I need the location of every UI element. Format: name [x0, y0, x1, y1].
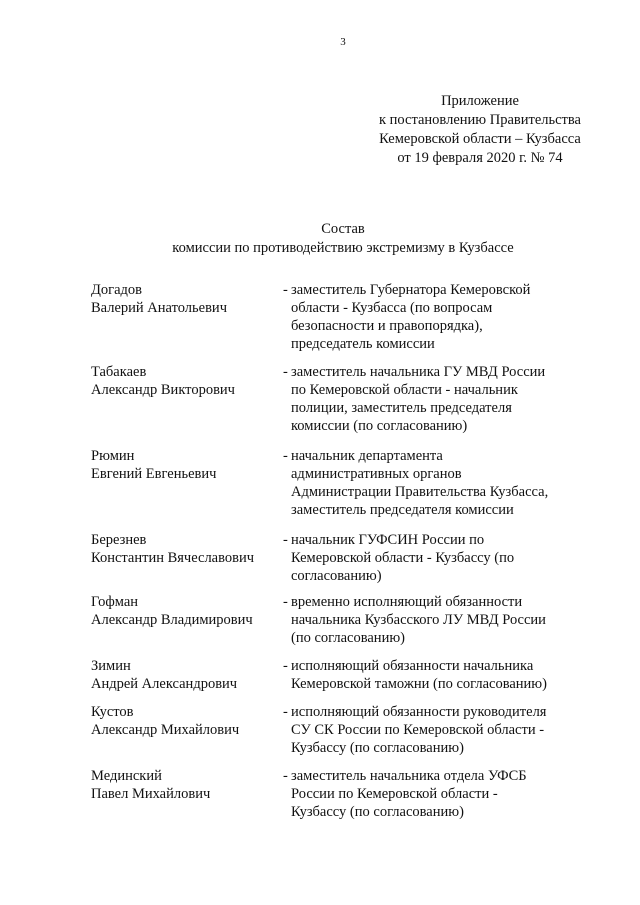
role-line: СУ СК России по Кемеровской области -	[291, 722, 545, 738]
member-name	[91, 703, 281, 739]
role-line: области - Кузбасса (по вопросам	[291, 300, 493, 316]
title-line: комиссии по противодействию экстремизму в Кузбассе	[172, 240, 514, 256]
role-line: административных органов	[291, 466, 462, 482]
member-given-name: Павел Михайлович	[91, 786, 211, 802]
member-role	[291, 531, 591, 585]
member-row	[0, 531, 640, 593]
role-line: начальник департамента	[291, 448, 443, 464]
member-role	[291, 657, 591, 693]
role-line: заместитель председателя комиссии	[291, 502, 514, 518]
role-line: полиции, заместитель председателя	[291, 400, 512, 416]
role-line: Администрации Правительства Кузбасса,	[291, 484, 549, 500]
role-line: согласованию)	[291, 568, 382, 584]
role-line: Кемеровской таможни (по согласованию)	[291, 676, 547, 692]
dash-separator: -	[283, 282, 288, 298]
member-role	[291, 593, 591, 647]
role-line: председатель комиссии	[291, 336, 435, 352]
appendix-line: Приложение	[441, 93, 519, 109]
member-surname: Мединский	[91, 768, 162, 784]
dash-separator: -	[283, 532, 288, 548]
member-row	[0, 363, 640, 447]
role-line: безопасности и правопорядка),	[291, 318, 483, 334]
member-name	[91, 593, 281, 629]
member-name	[91, 281, 281, 317]
dash-separator: -	[283, 704, 288, 720]
member-role	[291, 767, 591, 821]
dash-separator: -	[283, 768, 288, 784]
member-name	[91, 767, 281, 803]
role-line: Кемеровской области - Кузбассу (по	[291, 550, 515, 566]
dash-separator: -	[283, 658, 288, 674]
member-role	[291, 281, 591, 353]
member-row	[0, 703, 640, 767]
title-line: Состав	[321, 221, 365, 237]
role-line: исполняющий обязанности руководителя	[291, 704, 547, 720]
role-line: комиссии (по согласованию)	[291, 418, 468, 434]
member-name	[91, 447, 281, 483]
member-row	[0, 281, 640, 363]
member-role	[291, 703, 591, 757]
role-line: временно исполняющий обязанности	[291, 594, 523, 610]
dash-separator: -	[283, 594, 288, 610]
role-line: заместитель Губернатора Кемеровской	[291, 282, 531, 298]
member-name	[91, 531, 281, 567]
role-line: заместитель начальника отдела УФСБ	[291, 768, 527, 784]
member-given-name: Андрей Александрович	[91, 676, 238, 692]
member-row	[0, 657, 640, 703]
member-surname: Рюмин	[91, 448, 135, 464]
member-given-name: Константин Вячеславович	[91, 550, 255, 566]
role-line: начальник ГУФСИН России по	[291, 532, 485, 548]
role-line: (по согласованию)	[291, 630, 405, 646]
member-given-name: Евгений Евгеньевич	[91, 466, 217, 482]
member-row	[0, 767, 640, 829]
member-role	[291, 447, 591, 519]
member-surname: Зимин	[91, 658, 131, 674]
page-number: 3	[340, 36, 346, 48]
member-list	[0, 281, 640, 829]
member-given-name: Александр Владимирович	[91, 612, 253, 628]
dash-separator: -	[283, 364, 288, 380]
member-row	[0, 447, 640, 531]
role-line: Кузбассу (по согласованию)	[291, 804, 464, 820]
member-name	[91, 657, 281, 693]
member-surname: Догадов	[91, 282, 142, 298]
member-role	[291, 363, 591, 435]
role-line: начальника Кузбасского ЛУ МВД России	[291, 612, 546, 628]
member-surname: Березнев	[91, 532, 147, 548]
member-surname: Кустов	[91, 704, 134, 720]
member-name	[91, 363, 281, 399]
member-row	[0, 593, 640, 657]
member-given-name: Александр Викторович	[91, 382, 235, 398]
document-title	[0, 220, 640, 258]
member-given-name: Александр Михайлович	[91, 722, 240, 738]
appendix-line: к постановлению Правительства	[379, 112, 581, 128]
member-surname: Табакаев	[91, 364, 147, 380]
appendix-line: от 19 февраля 2020 г. № 74	[397, 150, 563, 166]
role-line: Кузбассу (по согласованию)	[291, 740, 464, 756]
role-line: заместитель начальника ГУ МВД России	[291, 364, 546, 380]
member-given-name: Валерий Анатольевич	[91, 300, 227, 316]
dash-separator: -	[283, 448, 288, 464]
role-line: исполняющий обязанности начальника	[291, 658, 534, 674]
appendix-header	[360, 92, 600, 168]
role-line: по Кемеровской области - начальник	[291, 382, 518, 398]
role-line: России по Кемеровской области -	[291, 786, 498, 802]
member-surname: Гофман	[91, 594, 139, 610]
appendix-line: Кемеровской области – Кузбасса	[379, 131, 581, 147]
